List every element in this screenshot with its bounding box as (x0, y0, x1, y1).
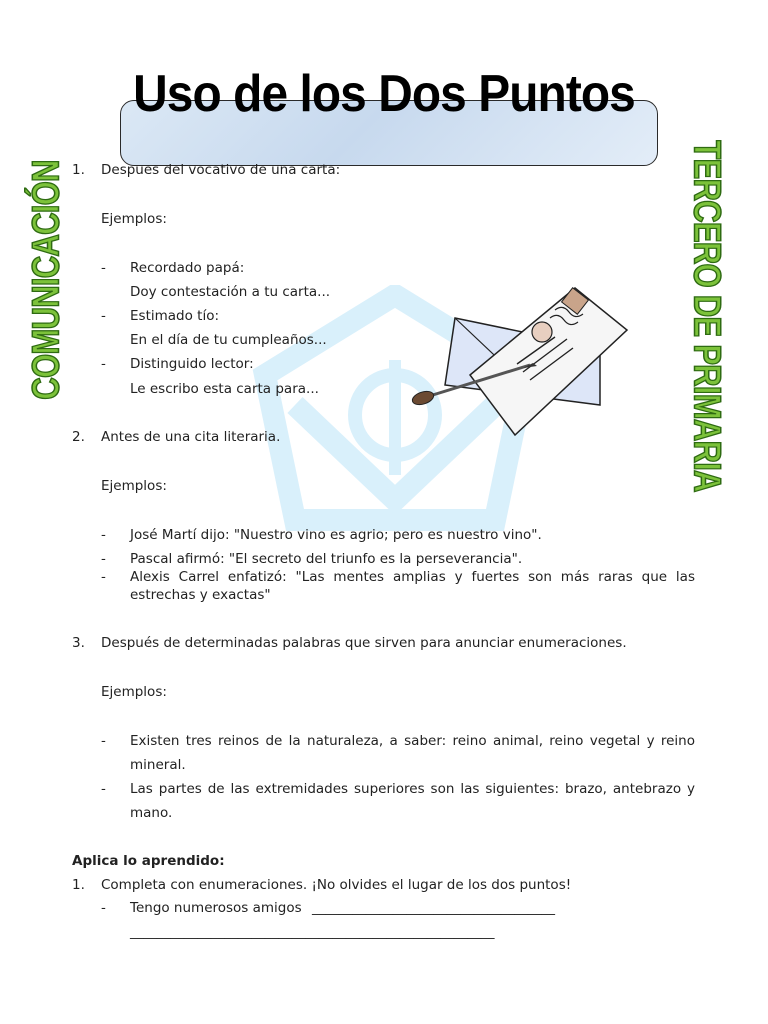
list-item-continuation: mineral. (130, 757, 186, 773)
list-item: Le escribo esta carta para... (130, 381, 319, 397)
section-heading: Después de determinadas palabras que sirven para anunciar enumeraciones. (101, 635, 627, 651)
practice-instruction: Completa con enumeraciones. ¡No olvides el lugar de los dos puntos! (101, 877, 572, 893)
section-number: 3. (72, 635, 85, 651)
list-dash: - (101, 308, 106, 324)
practice-number: 1. (72, 877, 85, 893)
examples-label: Ejemplos: (101, 478, 167, 494)
list-item: Pascal afirmó: "El secreto del triunfo es la perseverancia". (130, 551, 523, 567)
list-dash: - (101, 551, 106, 567)
section-number: 1. (72, 162, 85, 178)
list-dash: - (101, 356, 106, 372)
answer-blank: ____________________________________ (312, 900, 555, 916)
list-item-continuation: estrechas y exactas" (130, 587, 271, 603)
list-dash: - (101, 260, 106, 276)
subject-label: COMUNICACIÓN (25, 160, 68, 400)
section-heading: Despues del vocativo de una carta: (101, 162, 341, 178)
practice-heading: Aplica lo aprendido: (72, 853, 225, 869)
page-title: Uso de los Dos Puntos (133, 65, 635, 123)
examples-label: Ejemplos: (101, 684, 167, 700)
list-item: Estimado tío: (130, 308, 220, 324)
list-item: Las partes de las extremidades superiores son las siguientes: brazo, antebrazo y (130, 781, 695, 797)
list-item: Recordado papá: (130, 260, 245, 276)
list-item: Distinguido lector: (130, 356, 254, 372)
list-item-continuation: mano. (130, 805, 173, 821)
grade-label: TERCERO DE PRIMARIA (685, 140, 728, 492)
list-dash: - (101, 569, 106, 585)
list-item: Alexis Carrel enfatizó: "Las mentes amplias y fuertes son más raras que las (130, 569, 695, 585)
list-item: José Martí dijo: "Nuestro vino es agrio; pero es nuestro vino". (130, 527, 542, 543)
list-dash: - (101, 733, 106, 749)
examples-label: Ejemplos: (101, 211, 167, 227)
answer-blank: ______________________________________________________ (130, 924, 495, 940)
list-dash: - (101, 900, 106, 916)
list-dash: - (101, 527, 106, 543)
envelope-letter-icon (405, 280, 635, 440)
list-dash: - (101, 781, 106, 797)
list-item: Existen tres reinos de la naturaleza, a saber: reino animal, reino vegetal y reino (130, 733, 695, 749)
section-number: 2. (72, 429, 85, 445)
list-item: Doy contestación a tu carta... (130, 284, 331, 300)
practice-prompt: Tengo numerosos amigos (130, 900, 302, 916)
section-heading: Antes de una cita literaria. (101, 429, 281, 445)
list-item: En el día de tu cumpleaños... (130, 332, 327, 348)
